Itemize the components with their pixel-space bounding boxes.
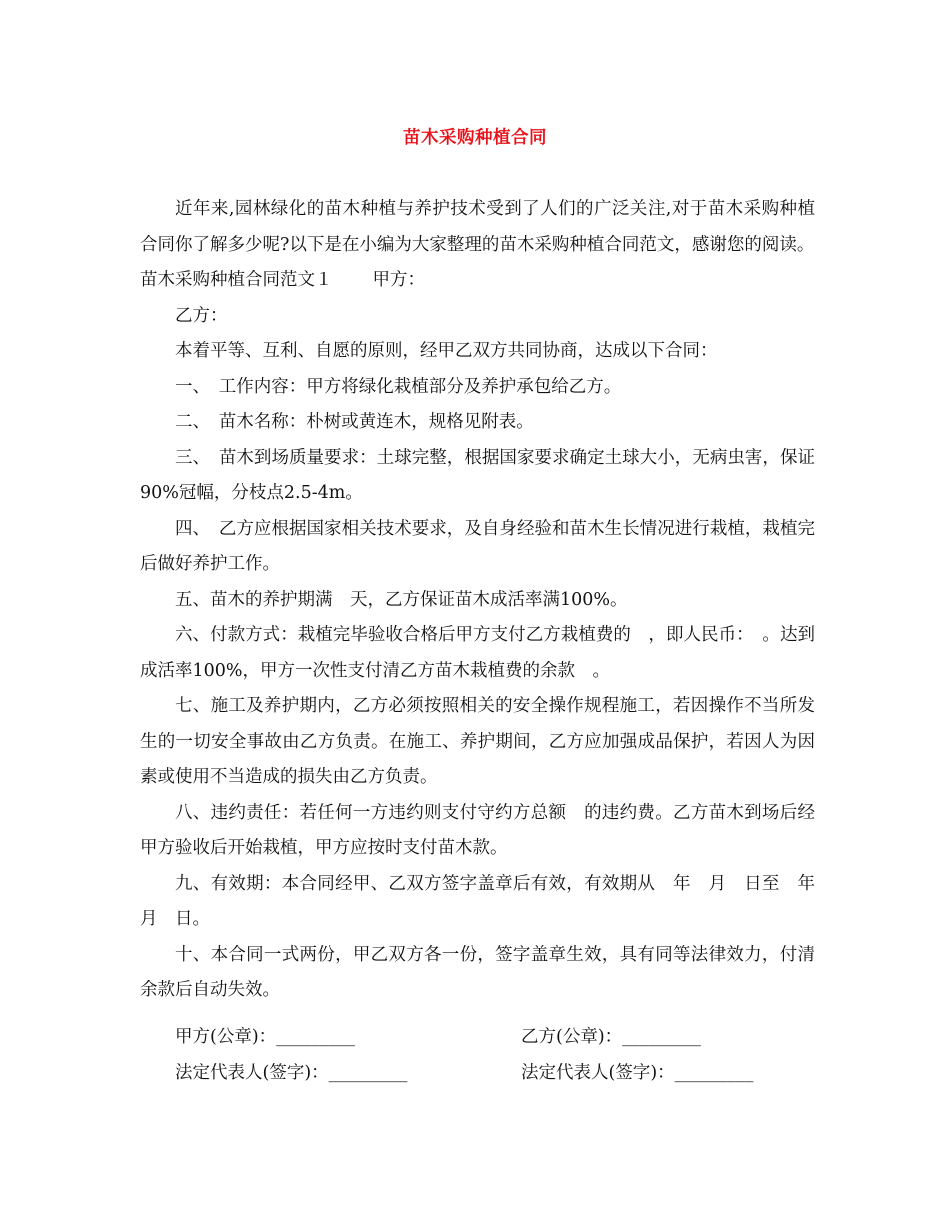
clause-2: 二、 苗木名称：朴树或黄连木，规格见附表。	[175, 412, 534, 432]
party-b-representative: 法定代表人(签字)：_________	[521, 1063, 754, 1083]
party-a-representative: 法定代表人(签字)：_________	[175, 1063, 408, 1083]
party-a-seal: 甲方(公章)：_________	[175, 1027, 355, 1047]
clause-3: 三、 苗木到场质量要求：土球完整，根据国家要求确定土球大小，无病虫害，保证90%冠幅，分枝点2.5-4m。	[140, 447, 815, 503]
party-b-seal: 乙方(公章)：_________	[521, 1027, 701, 1047]
party-a-label: 甲方：	[372, 270, 425, 290]
clause-9: 九、有效期：本合同经甲、乙双方签字盖章后有效，有效期从 年 月 日至 年 月 日。	[140, 873, 833, 929]
sample-heading: 苗木采购种植合同范文１	[140, 270, 333, 290]
clause-8: 八、违约责任：若任何一方违约则支付守约方总额 的违约费。乙方苗木到场后经甲方验收后开始栽植，甲方应按时支付苗木款。	[140, 802, 815, 858]
intro-paragraph: 近年来,园林绿化的苗木种植与养护技术受到了人们的广泛关注,对于苗木采购种植合同你了解多少呢?以下是在小编为大家整理的苗木采购种植合同范文，感谢您的阅读。	[140, 199, 815, 255]
clause-4: 四、 乙方应根据国家相关技术要求，及自身经验和苗木生长情况进行栽植，栽植完后做好养护工作。	[140, 518, 815, 574]
document-title: 苗木采购种植合同	[403, 128, 547, 148]
sample-heading-row	[140, 263, 815, 299]
clause-1: 一、 工作内容：甲方将绿化栽植部分及养护承包给乙方。	[175, 376, 622, 397]
clause-6: 六、付款方式：栽植完毕验收合格后甲方支付乙方栽植费的 ，即人民币： 。达到成活率100%，甲方一次性支付清乙方苗木栽植费的余款 。	[140, 625, 815, 681]
clause-7: 七、施工及养护期内，乙方必须按照相关的安全操作规程施工，若因操作不当所发生的一切安全事故由乙方负责。在施工、养护期间，乙方应加强成品保护，若因人为因素或使用不当造成的损失由乙方负责。	[140, 696, 815, 787]
signature-row-seal	[175, 1020, 815, 1055]
clause-10: 十、本合同一式两份，甲乙双方各一份，签字盖章生效，具有同等法律效力，付清余款后自动失效。	[140, 944, 815, 1000]
party-b-label: 乙方：	[175, 305, 228, 326]
clause-5: 五、苗木的养护期满 天，乙方保证苗木成活率满100%。	[175, 589, 628, 610]
signature-row-representative	[175, 1056, 815, 1091]
document-body	[140, 192, 833, 1009]
principle-paragraph: 本着平等、互利、自愿的原则，经甲乙双方共同协商，达成以下合同：	[175, 341, 718, 361]
